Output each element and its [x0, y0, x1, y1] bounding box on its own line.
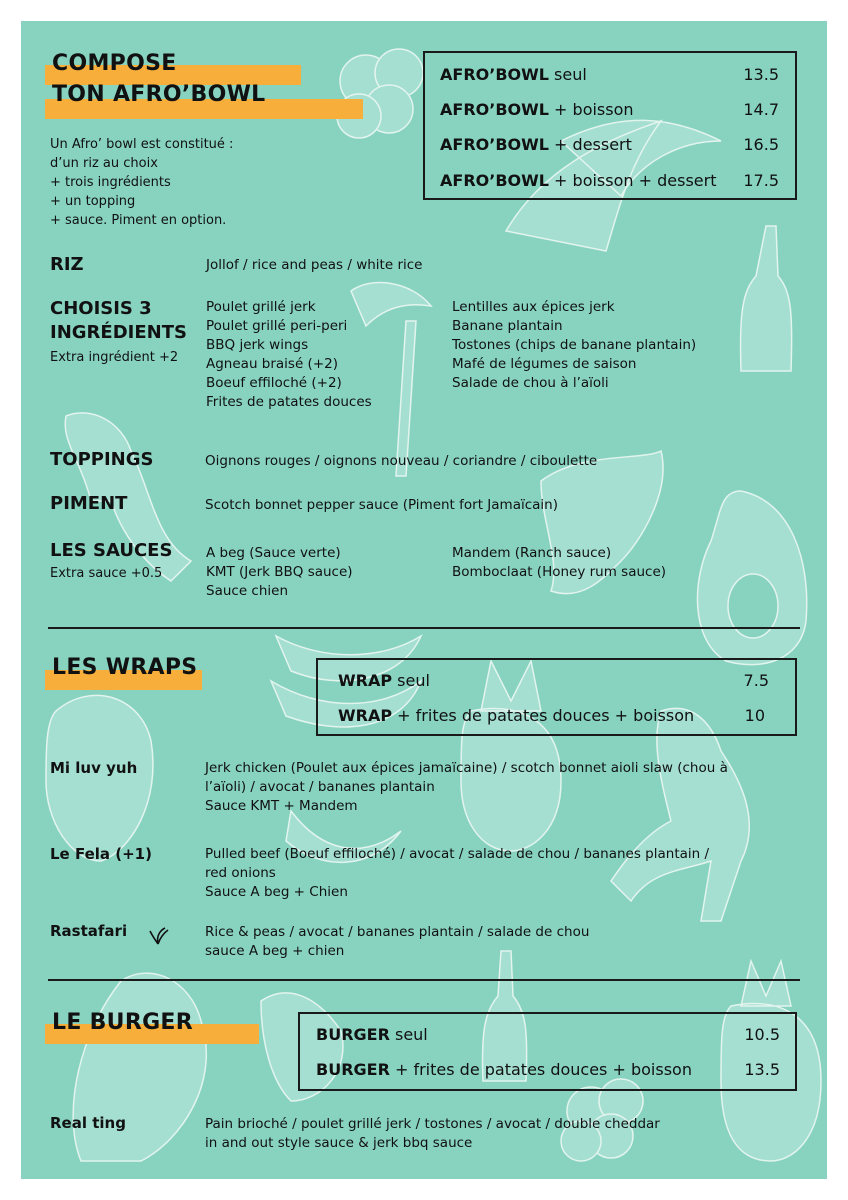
piment-options: Scotch bonnet pepper sauce (Piment fort Jamaïcain): [205, 497, 558, 513]
wrap-name: Mi luv yuh: [50, 759, 138, 777]
wrap-description-line: Sauce KMT + Mandem: [205, 798, 358, 814]
toppings-options: Oignons rouges / oignons nouveau / coriandre / ciboulette: [205, 453, 598, 469]
bowl-title-line-1: COMPOSE: [52, 51, 177, 76]
price-item-bold: AFRO’BOWL: [440, 100, 549, 119]
price-value: 10: [744, 706, 765, 725]
riz-options: Jollof / rice and peas / white rice: [206, 257, 423, 273]
price-item-rest: + dessert: [548, 135, 632, 154]
sauce-item: KMT (Jerk BBQ sauce): [206, 564, 353, 580]
avocado-left-icon: [46, 695, 153, 861]
bowl-description: [50, 135, 233, 230]
sauce-item: Sauce chien: [206, 583, 289, 599]
menu-page: [21, 21, 827, 1179]
toppings-heading: TOPPINGS: [50, 449, 154, 470]
price-item-bold: WRAP: [338, 706, 393, 725]
price-item-bold: AFRO’BOWL: [440, 171, 549, 190]
price-item-rest: + boisson: [548, 100, 634, 119]
price-value: 14.7: [743, 100, 779, 119]
ingredient-item: Mafé de légumes de saison: [452, 356, 637, 372]
sauces-extra-note: Extra sauce +0.5: [50, 566, 163, 581]
wraps-price-box: [316, 658, 797, 736]
burger-description-line: Pain brioché / poulet grillé jerk / tostones / avocat / double cheddar: [205, 1116, 660, 1132]
sauce-item: A beg (Sauce verte): [206, 545, 341, 561]
price-item-bold: WRAP: [338, 671, 393, 690]
price-value: 13.5: [743, 65, 779, 84]
sauce-item: Mandem (Ranch sauce): [452, 545, 612, 561]
wrap-description-line: red onions: [205, 865, 276, 881]
wrap-description-line: Sauce A beg + Chien: [205, 884, 348, 900]
burger-title: LE BURGER: [52, 1010, 194, 1035]
ingredient-item: Agneau braisé (+2): [206, 356, 338, 372]
price-item-rest: seul: [548, 65, 587, 84]
ingredient-item: Tostones (chips de banane plantain): [452, 337, 697, 353]
section-divider: [48, 627, 800, 629]
ingredient-item: Banane plantain: [452, 318, 563, 334]
bottle-illustration-icon: [741, 226, 792, 371]
price-value: 13.5: [744, 1060, 780, 1079]
sauces-list-left: [206, 544, 353, 601]
ingredient-item: Salade de chou à l’aïoli: [452, 375, 609, 391]
burger-description-line: in and out style sauce & jerk bbq sauce: [205, 1135, 473, 1151]
wrap-name: Rastafari: [50, 922, 128, 940]
wrap-description: [205, 759, 728, 816]
ingredient-item: Boeuf effiloché (+2): [206, 375, 342, 391]
ingredient-item: Poulet grillé peri-peri: [206, 318, 348, 334]
sauce-item: Bomboclaat (Honey rum sauce): [452, 564, 667, 580]
bowl-description-line: d’un riz au choix: [50, 156, 158, 171]
vegetarian-leaf-icon: [147, 927, 169, 945]
wrap-description-line: l’aïoli) / avocat / bananes plantain: [205, 779, 435, 795]
ingredients-list-left: [206, 298, 372, 412]
burger-name: Real ting: [50, 1114, 126, 1132]
price-value: 16.5: [743, 135, 779, 154]
riz-heading: RIZ: [50, 254, 84, 275]
ingredient-item: Frites de patates douces: [206, 394, 372, 410]
ingredients-heading-line-1: CHOISIS 3: [50, 298, 152, 319]
price-item-bold: AFRO’BOWL: [440, 65, 549, 84]
ingredients-list-right: [452, 298, 696, 393]
price-item-bold: BURGER: [316, 1025, 390, 1044]
price-item-bold: AFRO’BOWL: [440, 135, 549, 154]
price-item-bold: BURGER: [316, 1060, 390, 1079]
ingredient-item: BBQ jerk wings: [206, 337, 309, 353]
ingredients-extra-note: Extra ingrédient +2: [50, 350, 179, 365]
wrap-description-line: Rice & peas / avocat / bananes plantain / salade de chou: [205, 924, 590, 940]
ingredient-item: Lentilles aux épices jerk: [452, 299, 615, 315]
wraps-title: LES WRAPS: [52, 655, 198, 680]
flower-illustration-icon: [337, 49, 423, 138]
ingredients-heading-line-2: INGRÉDIENTS: [50, 322, 187, 343]
sauces-list-right: [452, 544, 666, 582]
section-divider: [48, 979, 800, 981]
wrap-description: [205, 923, 589, 961]
wrap-description-line: Jerk chicken (Poulet aux épices jamaïcaine) / scotch bonnet aioli slaw (chou à: [205, 760, 728, 776]
price-value: 17.5: [743, 171, 779, 190]
bowl-description-line: + un topping: [50, 194, 136, 209]
wrap-description-line: sauce A beg + chien: [205, 943, 345, 959]
wrap-description: [205, 845, 709, 902]
price-value: 7.5: [743, 671, 769, 690]
bowl-description-line: Un Afro’ bowl est constitué :: [50, 137, 234, 152]
price-item-rest: + frites de patates douces + boisson: [389, 1060, 692, 1079]
price-item-rest: + boisson + dessert: [548, 171, 717, 190]
piment-heading: PIMENT: [50, 493, 128, 514]
bowl-description-line: + trois ingrédients: [50, 175, 171, 190]
ingredient-item: Poulet grillé jerk: [206, 299, 316, 315]
bowl-description-line: + sauce. Piment en option.: [50, 213, 227, 228]
price-value: 10.5: [744, 1025, 780, 1044]
sauces-heading: LES SAUCES: [50, 540, 173, 561]
price-item-rest: + frites de patates douces + boisson: [392, 706, 695, 725]
wrap-description-line: Pulled beef (Boeuf effiloché) / avocat / salade de chou / bananes plantain /: [205, 846, 710, 862]
wrap-name: Le Fela (+1): [50, 845, 152, 863]
price-item-rest: seul: [392, 671, 430, 690]
burger-description: [205, 1115, 660, 1153]
bowl-price-box: [423, 51, 797, 200]
bowl-title-line-2: TON AFRO’BOWL: [52, 82, 266, 107]
price-item-rest: seul: [389, 1025, 428, 1044]
burger-price-box: [298, 1012, 797, 1091]
